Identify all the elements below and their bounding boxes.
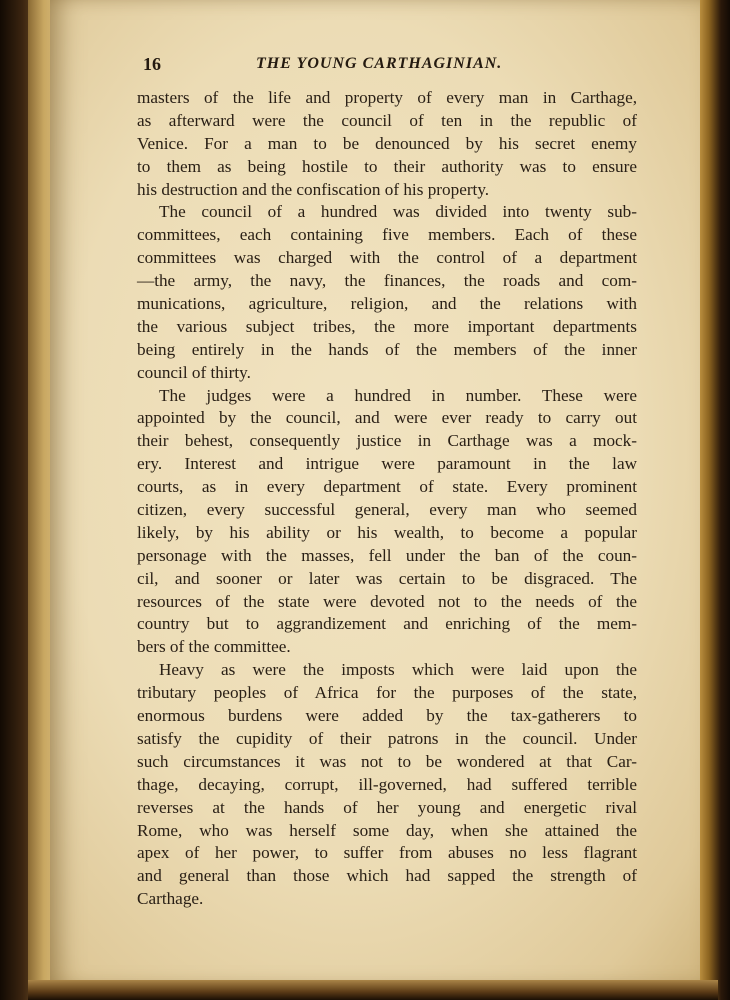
text-line: being entirely in the hands of the members of the inner (137, 339, 637, 359)
page-number: 16 (143, 54, 161, 74)
text-line: The judges were a hundred in number. These were (159, 385, 637, 405)
running-title: THE YOUNG CARTHAGINIAN. (256, 55, 503, 72)
text-line: Rome, who was herself some day, when she attained the (137, 820, 637, 840)
paragraph (137, 659, 637, 911)
paragraph (137, 87, 637, 201)
page-bottom-edge (28, 980, 718, 1000)
text-line: personage with the masses, fell under the ban of the coun- (137, 545, 637, 565)
paragraph (137, 201, 637, 384)
text-line: council of thirty. (137, 362, 251, 382)
text-line: likely, by his ability or his wealth, to become a popular (137, 522, 637, 542)
text-line: tributary peoples of Africa for the purposes of the state, (137, 683, 637, 703)
page-header (0, 54, 730, 78)
text-line: enormous burdens were added by the tax-gatherers to (137, 706, 637, 726)
text-line: reverses at the hands of her young and energetic rival (137, 797, 637, 817)
text-line: citizen, every successful general, every man who seemed (137, 500, 637, 520)
text-line: satisfy the cupidity of their patrons in the council. Under (137, 728, 637, 748)
text-line: and general than those which had sapped the strength of (137, 866, 637, 886)
text-line: masters of the life and property of every man in Carthage, (137, 88, 637, 107)
text-line: thage, decaying, corrupt, ill-governed, had suffered terrible (137, 774, 637, 794)
text-line: cil, and sooner or later was certain to be disgraced. The (137, 568, 637, 588)
text-line: committees, each containing five members. Each of these (137, 225, 637, 245)
paragraph (137, 385, 637, 660)
text-line: ery. Interest and intrigue were paramount in the law (137, 454, 637, 474)
text-line: Heavy as were the imposts which were laid upon the (159, 660, 637, 680)
text-line: resources of the state were devoted not to the needs of the (137, 591, 637, 611)
text-line: munications, agriculture, religion, and the relations with (137, 294, 637, 314)
text-line: his destruction and the confiscation of his property. (137, 179, 490, 199)
text-line: The council of a hundred was divided into twenty sub- (159, 202, 637, 222)
body-text (137, 87, 637, 911)
text-line: —the army, the navy, the finances, the roads and com- (137, 271, 637, 291)
page-edge-right (700, 0, 730, 1000)
text-line: as afterward were the council of ten in the republic of (137, 110, 637, 130)
text-line: Venice. For a man to be denounced by his secret enemy (137, 133, 637, 153)
text-line: their behest, consequently justice in Carthage was a mock- (137, 431, 637, 451)
text-line: appointed by the council, and were ever ready to carry out (137, 408, 637, 428)
text-line: apex of her power, to suffer from abuses no less flagrant (137, 843, 637, 863)
text-line: Carthage. (137, 889, 204, 909)
text-line: the various subject tribes, the more important departments (137, 316, 637, 336)
text-line: committees was charged with the control of a department (137, 248, 637, 268)
text-line: courts, as in every department of state. Every prominent (137, 477, 637, 497)
text-line: bers of the committee. (137, 637, 291, 657)
text-line: to them as being hostile to their authority was to ensure (137, 156, 637, 176)
text-line: country but to aggrandizement and enriching of the mem- (137, 614, 637, 634)
text-line: such circumstances it was not to be wondered at that Car- (137, 751, 637, 771)
